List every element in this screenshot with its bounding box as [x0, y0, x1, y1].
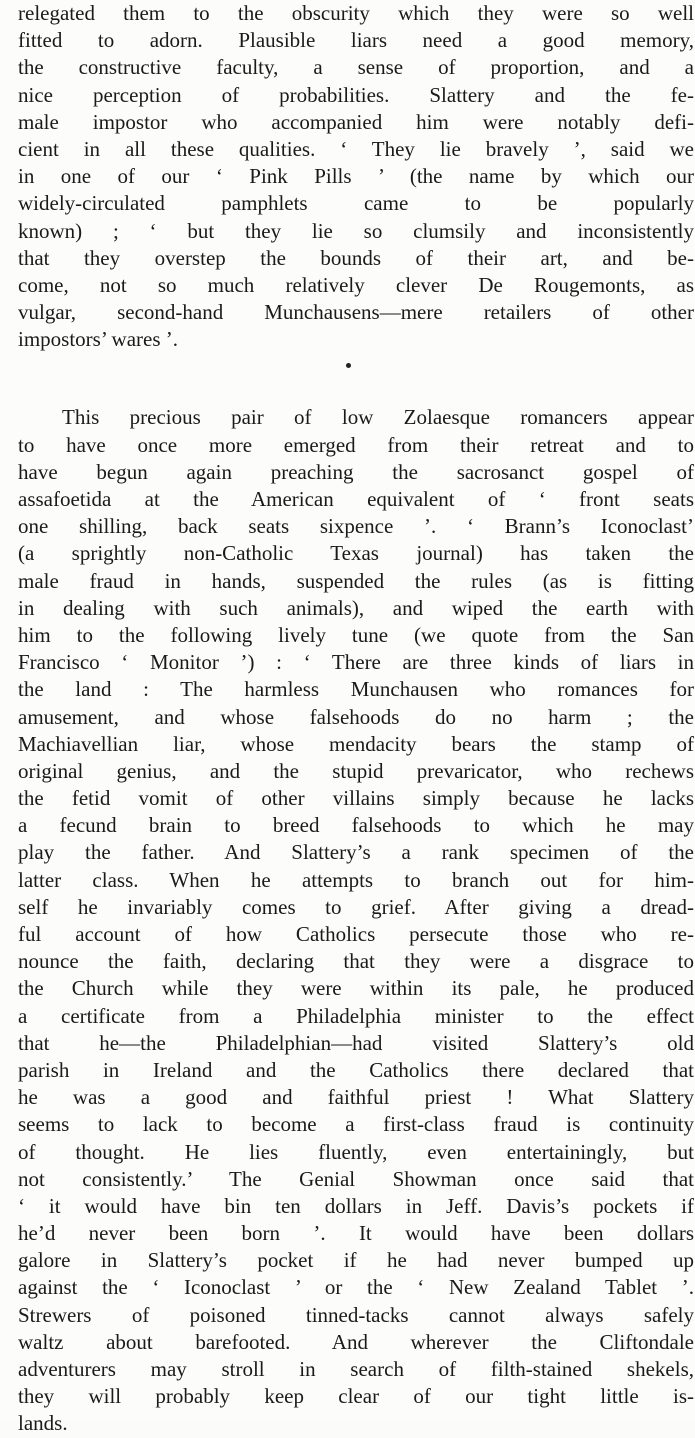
text-line: of thought. He lies fluently, even entertainingly, but	[18, 1139, 694, 1164]
text-line: the fetid vomit of other villains simply because he lacks	[18, 786, 694, 811]
text-line: cient in all these qualities. ‘ They lie bravely ’, said we	[18, 136, 694, 161]
text-line: amusement, and whose falsehoods do no harm ; the	[18, 704, 694, 729]
text-line: not consistently.’ The Genial Showman once said that	[18, 1166, 694, 1191]
text-line: galore in Slattery’s pocket if he had never bumped up	[18, 1248, 694, 1273]
text-line: the land : The harmless Munchausen who romances for	[18, 677, 694, 702]
text-line: seems to lack to become a first-class fraud is continuity	[18, 1112, 694, 1137]
ink-speck	[346, 363, 351, 368]
paragraph-2	[18, 404, 694, 1437]
text-line: assafoetida at the American equivalent of ‘ front seats	[18, 487, 694, 511]
text-line: vulgar, second-hand Munchausens—mere retailers of other	[18, 300, 694, 325]
text-line: Machiavellian liar, whose mendacity bears the stamp of	[18, 731, 694, 756]
paragraph-divider	[18, 353, 694, 404]
text-line: latter class. When he attempts to branch out for him-	[18, 867, 694, 892]
paragraph-1	[18, 0, 694, 353]
text-column	[18, 0, 694, 1438]
text-line: waltz about barefooted. And wherever the Cliftondale	[18, 1329, 694, 1354]
text-line: have begun again preaching the sacrosanct gospel of	[18, 459, 694, 484]
text-line: impostors’ wares ’.	[18, 327, 178, 352]
text-line: Strewers of poisoned tinned-tacks cannot always safely	[18, 1302, 694, 1327]
text-line: the constructive faculty, a sense of proportion, and a	[18, 55, 694, 80]
text-line: a certificate from a Philadelphia minister to the effect	[18, 1003, 694, 1028]
text-line: in one of our ‘ Pink Pills ’ (the name by which our	[18, 164, 694, 189]
text-line: they will probably keep clear of our tight little is-	[18, 1384, 694, 1409]
text-line: parish in Ireland and the Catholics there declared that	[18, 1057, 694, 1082]
text-line: nice perception of probabilities. Slattery and the fe-	[18, 82, 694, 107]
text-line: one shilling, back seats sixpence ’. ‘ Brann’s Iconoclast’	[18, 514, 694, 539]
text-line: male fraud in hands, suspended the rules (as is fitting	[18, 568, 694, 593]
text-line: original genius, and the stupid prevaricator, who rechews	[18, 758, 694, 783]
text-line: fitted to adorn. Plausible liars need a good memory,	[18, 28, 694, 53]
text-line: he’d never been born ’. It would have been dollars	[18, 1221, 694, 1246]
text-line: come, not so much relatively clever De Rougemonts, as	[18, 272, 694, 297]
text-line: the Church while they were within its pale, he produced	[18, 976, 694, 1001]
text-line: against the ‘ Iconoclast ’ or the ‘ New Zealand Tablet ’.	[18, 1275, 694, 1300]
text-line: nounce the faith, declaring that they were a disgrace to	[18, 949, 694, 974]
text-line: lands.	[18, 1411, 68, 1436]
text-line: that they overstep the bounds of their art, and be-	[18, 245, 694, 270]
text-line: (a sprightly non-Catholic Texas journal) has taken the	[18, 541, 694, 566]
text-line: male impostor who accompanied him were notably defi-	[18, 109, 694, 134]
text-line: widely-circulated pamphlets came to be popularly	[18, 191, 694, 216]
text-line: relegated them to the obscurity which they were so well	[18, 1, 694, 25]
text-line: self he invariably comes to grief. After giving a dread-	[18, 894, 694, 919]
text-line: him to the following lively tune (we quote from the San	[18, 622, 694, 647]
text-line: a fecund brain to breed falsehoods to which he may	[18, 813, 694, 838]
text-line: known) ; ‘ but they lie so clumsily and inconsistently	[18, 218, 694, 243]
text-line: that he—the Philadelphian—had visited Slattery’s old	[18, 1030, 694, 1055]
text-line: ful account of how Catholics persecute those who re-	[18, 922, 694, 946]
text-line: in dealing with such animals), and wiped the earth with	[18, 595, 694, 620]
text-line: ‘ it would have bin ten dollars in Jeff. Davis’s pockets if	[18, 1193, 694, 1218]
text-line: play the father. And Slattery’s a rank specimen of the	[18, 840, 694, 865]
text-line: to have once more emerged from their retreat and to	[18, 432, 694, 457]
text-line: This precious pair of low Zolaesque romancers appear	[62, 405, 694, 430]
text-line: he was a good and faithful priest ! What Slattery	[18, 1085, 694, 1110]
text-line: adventurers may stroll in search of filth-stained shekels,	[18, 1357, 694, 1381]
text-line: Francisco ‘ Monitor ’) : ‘ There are three kinds of liars in	[18, 650, 694, 675]
